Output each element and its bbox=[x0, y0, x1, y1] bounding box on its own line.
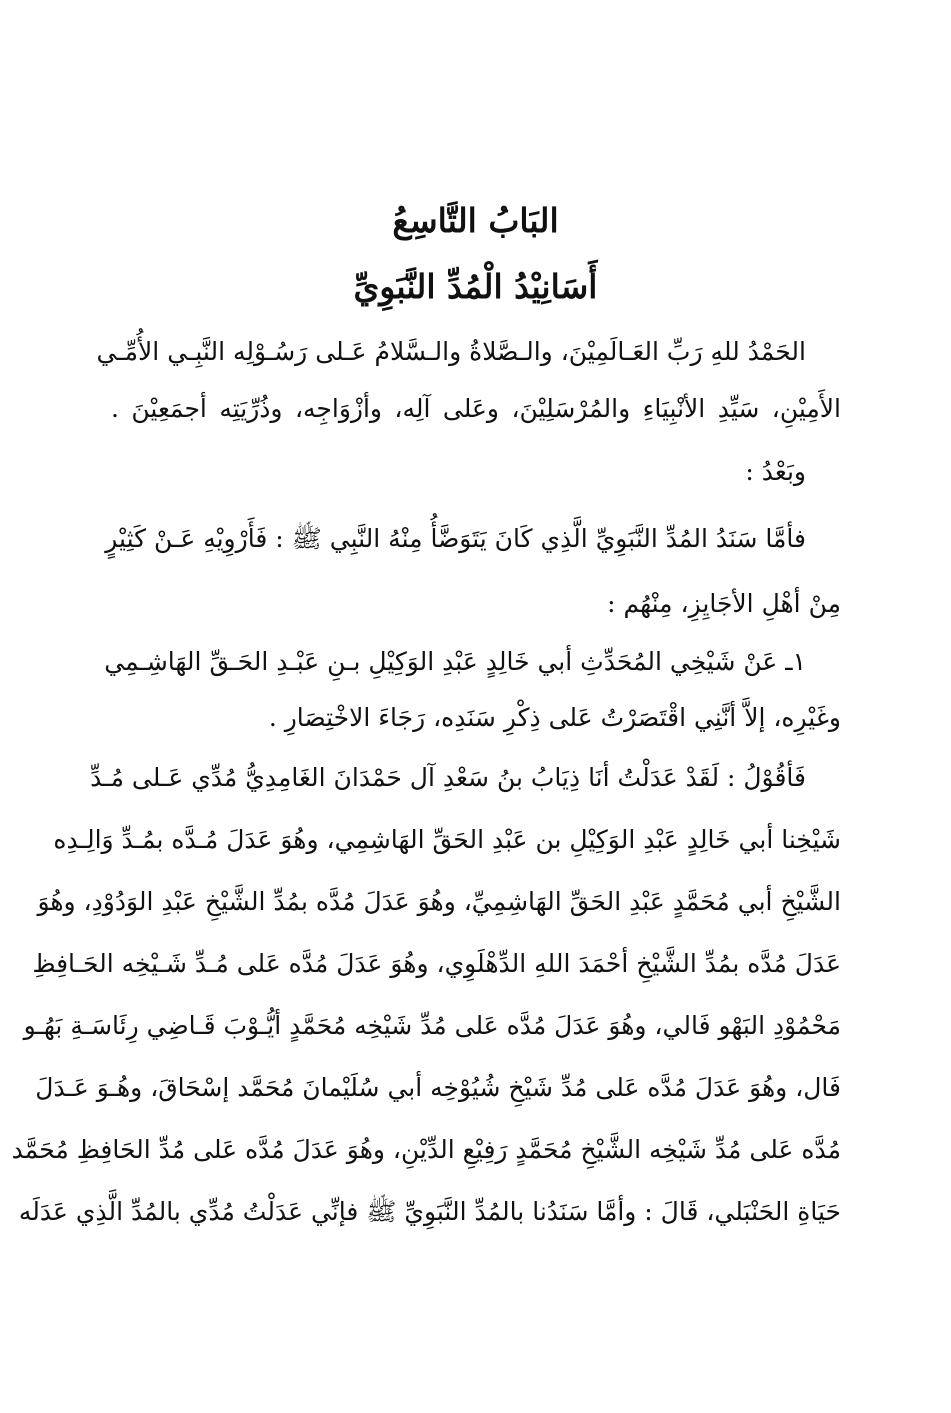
text-line: وبَعْدُ : bbox=[745, 457, 806, 486]
text-line: الأَمِيْنِ، سَيِّدِ الأنْبِيَاءِ والمُرْسَلِيْنَ، وعَلى آلِه، وأزْوَاجِه، وذُرِّيَتِه أجمَعِيْنَ . bbox=[111, 394, 841, 423]
text-line: فَال، وهُوَ عَدَلَ مُدَّه عَلى مُدِّ شَيْخِ شُيُوْخِه أبي سُلَيْمانَ مُحَمَّد إسْحَاقَ، وهُـوَ عَـدَلَ bbox=[35, 1073, 841, 1102]
text-line: وغَيْرِه، إلاَّ أنَّنِي اقْتَصَرْتُ عَلى ذِكْرِ سَنَدِه، رَجَاءَ الاخْتِصَارِ . bbox=[268, 703, 841, 732]
text-line: ١ـ عَنْ شَيْخِي المُحَدِّثِ أبي خَالِدٍ عَبْدِ الوَكِيْلِ بـنِ عَبْـدِ الحَـقِّ الهَاشِـمِي bbox=[104, 647, 806, 676]
text-line: مِنْ أهْلِ الأجَايِزِ، مِنْهُم : bbox=[607, 589, 841, 618]
chapter-title: أَسَانِيْدُ الْمُدِّ النَّبَوِيِّ bbox=[353, 267, 598, 306]
text-line: شَيْخِنا أبي خَالِدٍ عَبْدِ الوَكِيْلِ بن عَبْدِ الحَقِّ الهَاشِمِي، وهُوَ عَدَلَ مُـدَّه بمُـدِّ وَالِـدِه bbox=[53, 825, 841, 854]
text-line: مُدَّه عَلى مُدِّ شَيْخِه الشَّيْخِ مُحَمَّدٍ رَفِيْعِ الدِّيْنِ، وهُوَ عَدَلَ مُدَّه عَلى مُدِّ الحَافِظِ مُحَمَّد bbox=[11, 1135, 841, 1164]
text-line: الشَّيْخِ أبي مُحَمَّدٍ عَبْدِ الحَقِّ الهَاشِمِيِّ، وهُوَ عَدَلَ مُدَّه بمُدِّ الشَّيْخِ عَبْدِ الوَدُوْدِ، وهُوَ bbox=[37, 887, 841, 916]
text-line: فأمَّا سَنَدُ المُدِّ النَّبَوِيِّ الَّذِي كَانَ يَتَوَضَّأُ مِنْهُ النَّبِي ﷺ : فَأَرْوِيْهِ عَـنْ كَثِيْرٍ bbox=[105, 524, 806, 553]
text-line: الحَمْدُ للهِ رَبِّ العَـالَمِيْنَ، والـصَّلاةُ والـسَّلامُ عَـلى رَسُـوْلِه النَّبِـي الأُمِّـي bbox=[96, 337, 806, 366]
text-line: عَدَلَ مُدَّه بمُدِّ الشَّيْخِ أحْمَدَ اللهِ الدِّهْلَوِي، وهُوَ عَدَلَ مُدَّه عَلى مُـدِّ شَـيْخِه الحَـافِظِ bbox=[32, 949, 841, 978]
text-line: مَحْمُوْدِ البَهْو فَالي، وهُوَ عَدَلَ مُدَّه عَلى مُدِّ شَيْخِه مُحَمَّدٍ أيُّـوْبَ قَـاضِي رِئَاسَـةِ بَهُـو bbox=[23, 1011, 841, 1040]
chapter-heading: البَابُ التَّاسِعُ bbox=[392, 201, 559, 240]
text-line: حَيَاةِ الحَنْبَلي، قَالَ : وأمَّا سَنَدُنا بالمُدِّ النَّبَوِيِّ ﷺ فإنِّي عَدَلْتُ مُدِّي بالمُدِّ الَّذِي عَدَلَه bbox=[18, 1197, 841, 1226]
text-line: فَأقُوْلُ : لَقَدْ عَدَلْتُ أنَا ذِيَابُ بنُ سَعْدِ آل حَمْدَانَ الغَامِدِيُّ مُدِّي عَـلى مُـدِّ bbox=[90, 763, 806, 792]
